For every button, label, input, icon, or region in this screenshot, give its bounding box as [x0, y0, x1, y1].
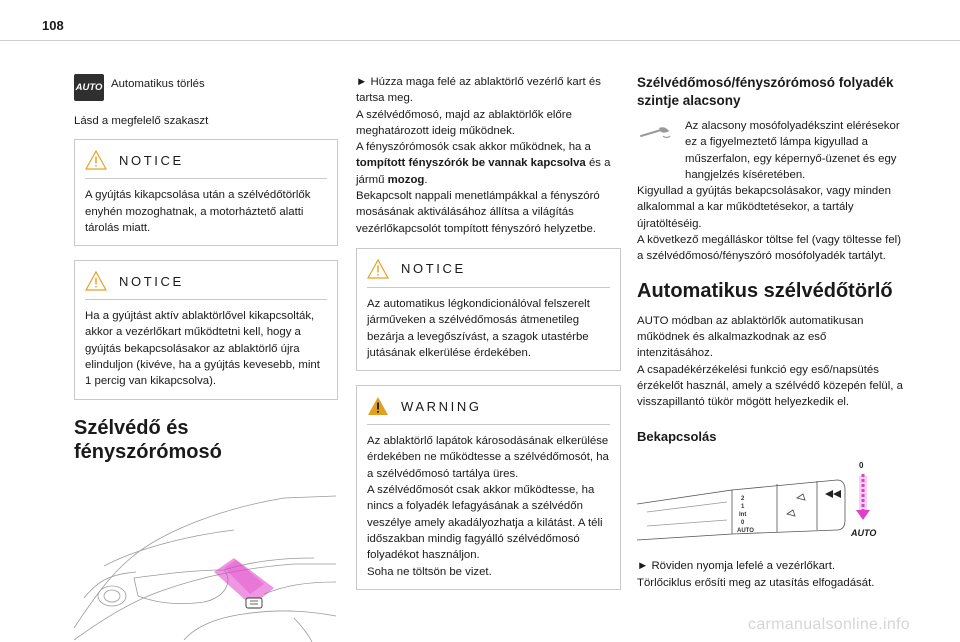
warning-text-2: A szélvédőmosót csak akkor működtesse, ha nincs a folyadék lefagyásának a szélvédőn veszélye amely akadályozhatja a kilátást. A téli időszakban mindig fagyálló szélvédőmosó folyadékot használjon. [367, 484, 603, 562]
notice-text: Ha a gyújtást aktív ablaktörlővel kikapcsolták, akkor a vezérlőkart működtetni kell, hogy a gyújtás bekapcsolásakor az ablaktörlő újra elinduljon (kivéve, ha a gyújtás kevesebb, mint 1 percig van kikapcsolva). [85, 310, 320, 388]
headlamp-washer-illustration [74, 478, 336, 642]
auto-wipe-row [74, 74, 338, 101]
column-left [74, 74, 338, 642]
notice-triangle-icon [85, 271, 107, 291]
auto-wiper-heading: Automatikus szélvédőtörlő [637, 279, 893, 302]
notice-triangle-icon [367, 259, 389, 279]
notice-title: NOTICE [401, 261, 466, 277]
warning-text-1: Az ablaktörlő lapátok károsodásának elkerülése érdekében ne működtesse a szélvédőmosót, ha a szélvédőmosó tartálya üres. [367, 435, 609, 480]
page-number: 108 [42, 18, 64, 33]
fluid-warning-text-1: Az alacsony mosófolyadékszint elérésekor ez a figyelmeztető lámpa kigyullad a műszerfalon, egy képernyő-üzenet és egy hangjelzés kíséretében. [685, 120, 900, 181]
stalk-position-int: Int [739, 512, 747, 519]
wash-arrows-icon [825, 490, 841, 498]
fluid-warning-text-3: A következő megálláskor töltse fel (vagy töltesse fel) a szélvédőmosó/fényszóró mosófolyadék tartályt. [637, 234, 902, 263]
washer-operation-text: A szélvédőmosó, majd az ablaktörlők előre meghatározott ideig működnek. [356, 108, 572, 137]
auto-wipe-label: Automatikus törlés [111, 78, 205, 90]
wipe-cycle-confirmation: Törlőciklus erősíti meg az utasítás elfogadását. [637, 576, 875, 589]
fluid-warning-text-2: Kigyullad a gyújtás bekapcsolásakor, vagy minden alkalommal a kar működtetésekor, a tartály újratöltéséig. [637, 185, 891, 230]
stalk-auto-label: AUTO [851, 528, 877, 539]
stalk-position-1: 1 [741, 504, 745, 511]
fluid-level-heading: Szélvédőmosó/fényszórómosó folyadék szintje alacsony [637, 75, 894, 108]
auto-wiper-text-1: AUTO módban az ablaktörlők automatikusan működnek és alkalmazkodnak az eső intenzitásához. [637, 314, 864, 360]
auto-icon: AUTO [74, 74, 104, 101]
notice-text: A gyújtás kikapcsolása után a szélvédőtörlők enyhén mozoghatnak, a motorháztető alatti tárolás miatt. [85, 189, 311, 234]
notice-box-2 [74, 260, 338, 399]
stalk-top-label: 0 [859, 461, 864, 471]
press-stalk-instruction: ► Röviden nyomja lefelé a vezérlőkart. [637, 560, 836, 573]
washer-fluid-warning-icon [637, 120, 675, 142]
press-down-arrow-icon [856, 474, 870, 520]
pull-stalk-instruction: ► Húzza maga felé az ablaktörlő vezérlő kart és tartsa meg. [356, 76, 601, 105]
notice-triangle-icon [85, 150, 107, 170]
warning-triangle-icon [367, 396, 389, 416]
warning-text-3: Soha ne töltsön be vizet. [367, 565, 492, 578]
warning-title: WARNING [401, 398, 482, 414]
see-section-text: Lásd a megfelelő szakaszt [74, 115, 209, 127]
top-divider [0, 40, 960, 41]
notice-title: NOTICE [119, 152, 184, 168]
notice-title: NOTICE [119, 273, 184, 289]
headlamp-washer-condition: A fényszórómosók csak akkor működnek, ha a tompított fényszórók be vannak kapcsolva és a jármű mozog. [356, 141, 611, 186]
watermark: carmanualsonline.info [748, 616, 910, 633]
column-middle [356, 74, 621, 590]
stalk-position-0: 0 [741, 520, 745, 527]
stalk-position-auto: AUTO [737, 528, 754, 535]
stalk-position-2: 2 [741, 496, 745, 503]
column-right [637, 74, 903, 591]
notice-box-1 [74, 139, 338, 246]
fluid-warning-row [637, 118, 903, 183]
notice-box-3 [356, 248, 621, 371]
stalk-symbols [787, 494, 805, 516]
activation-heading: Bekapcsolás [637, 429, 717, 445]
warning-box [356, 385, 621, 590]
wiper-stalk-illustration [637, 460, 887, 542]
daytime-lights-text: Bekapcsolt nappali menetlámpákkal a fényszóró mosásának aktiválásához állítsa a világítás vezérlőkapcsolót tompított fényszóró helyzetbe. [356, 190, 600, 235]
section-heading-washer: Szélvédő és fényszórómosó [74, 416, 222, 463]
auto-wiper-text-2: A csapadékérzékelési funkció egy eső/napsütés érzékelőt használ, amely a szélvédő közepén felül, a visszapillantó tükör mögött helyezkedik el. [637, 363, 903, 409]
notice-text: Az automatikus légkondicionálóval felszerelt járműveken a szélvédőmosás átmenetileg bezárja a levegőszívást, a szagok utastérbe jutásának elkerülése érdekében. [367, 297, 590, 359]
